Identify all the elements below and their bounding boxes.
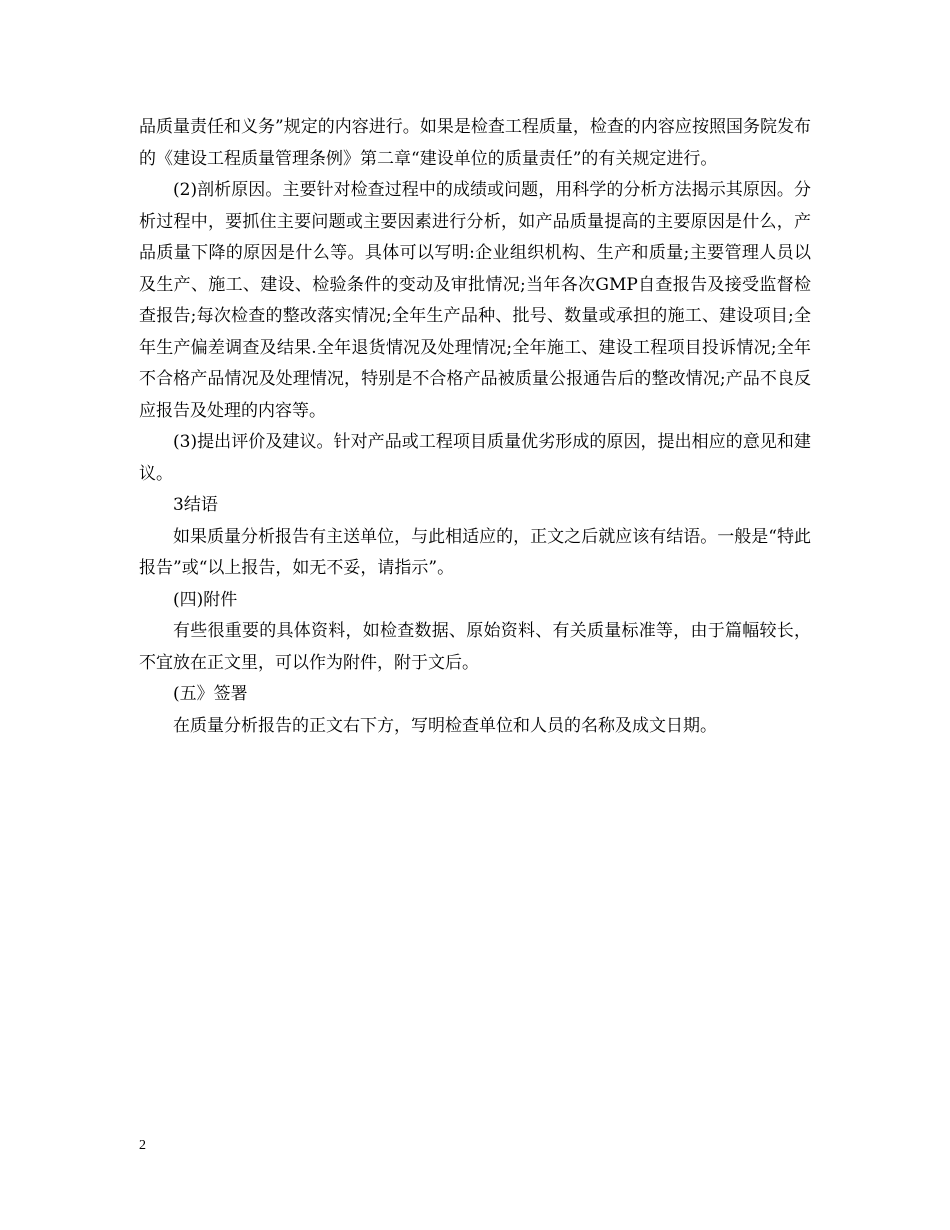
heading-conclusion: 3结语 <box>173 495 218 515</box>
paragraph-attachments: 有些很重要的具体资料，如检查数据、原始资料、有关质量标准等，由于篇幅较长，不宜放在正文里，可以作为附件，附于文后。 <box>139 621 811 673</box>
paragraph-analyze-causes: (2)剖析原因。主要针对检查过程中的成绩或问题，用科学的分析方法揭示其原因。分析过程中，要抓住主要问题或主要因素进行分析，如产品质量提高的主要原因是什么，产品质量下降的原因是什么等。具体可以写明:企业组织机构、生产和质量;主要管理人员以及生产、施工、建设、检验条件的变动及审批情况;当年各次GMP自查报告及接受监督检查报告;每次检查的整改落实情况;全年生产品种、批号、数量或承担的施工、建设项目;全年生产偏差调查及结果.全年退货情况及处理情况;全年施工、建设工程项目投诉情况;全年不合格产品情况及处理情况，特别是不合格产品被质量公报通告后的整改情况;产品不良反应报告及处理的内容等。 <box>139 180 811 421</box>
heading-signature: (五》签署 <box>173 684 248 704</box>
page-number: 2 <box>139 1138 146 1153</box>
paragraph-evaluation-suggestions: (3)提出评价及建议。针对产品或工程项目质量优劣形成的原因，提出相应的意见和建议。 <box>139 432 811 484</box>
paragraph-signature: 在质量分析报告的正文右下方，写明检查单位和人员的名称及成文日期。 <box>173 715 717 736</box>
document-body <box>139 112 811 742</box>
paragraph-conclusion: 如果质量分析报告有主送单位，与此相适应的，正文之后就应该有结语。一般是“特此报告”或“以上报告，如无不妥，请指示”。 <box>139 526 811 578</box>
paragraph-continuation: 品质量责任和义务”规定的内容进行。如果是检查工程质量，检查的内容应按照国务院发布的《建设工程质量管理条例》第二章“建设单位的质量责任”的有关规定进行。 <box>139 117 811 169</box>
heading-attachments: (四)附件 <box>173 589 238 610</box>
